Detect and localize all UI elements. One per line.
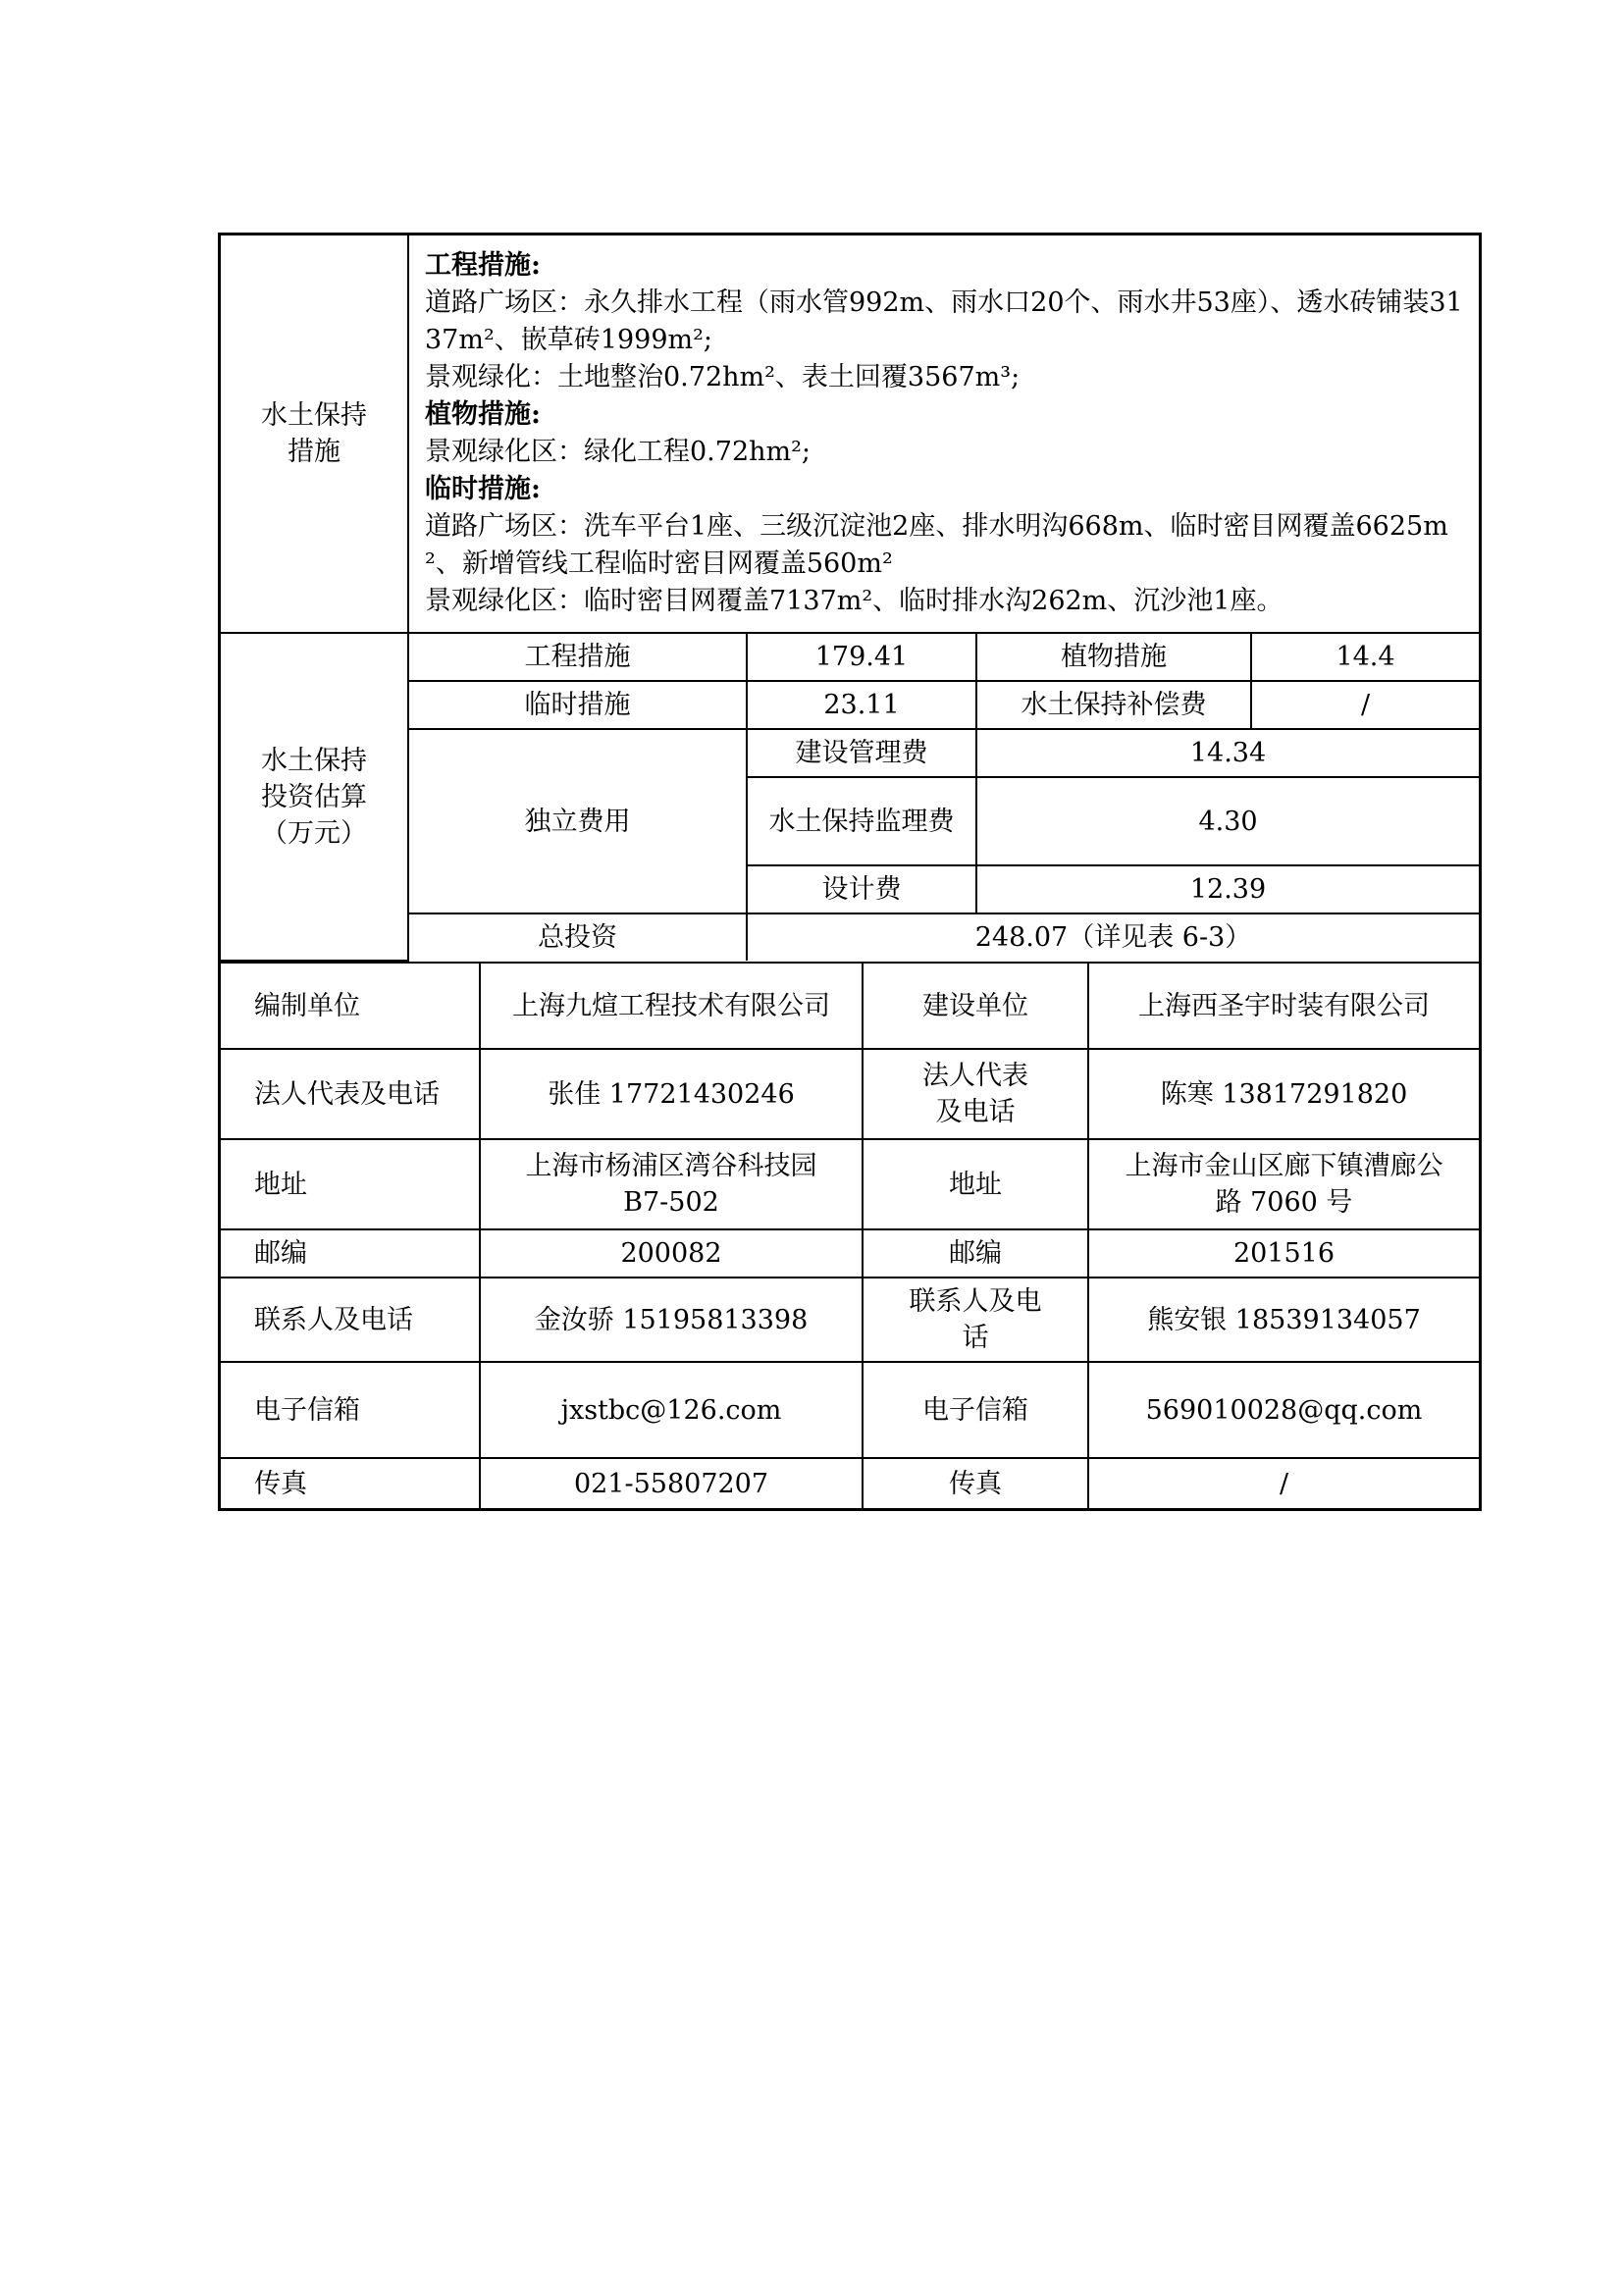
engineering-cost-label: 工程措施 [408,633,747,681]
compiler-address-line1: 上海市杨浦区湾谷科技园 [525,1151,817,1181]
email-label: 电子信箱 [221,1362,480,1458]
measures-content [408,235,1479,632]
builder-email: 569010028@qq.com [1088,1362,1479,1458]
engineering-measures-line: 道路广场区：永久排水工程（雨水管992m、雨水口20个、雨水井53座）、透水砖铺装3137m²、嵌草砖1999m²; [425,287,1463,355]
measures-label-line2: 措施 [288,437,341,467]
builder-contact-person-label-line1: 联系人及电 [909,1286,1042,1317]
compensation-fee-value: / [1251,681,1479,729]
postcode-label: 邮编 [221,1229,480,1278]
builder-value: 上海西圣宇时装有限公司 [1088,963,1479,1049]
builder-address-line1: 上海市金山区廊下镇漕廊公 [1125,1151,1443,1181]
plant-measures-heading: 植物措施: [425,399,541,430]
builder-legal-rep-label-line1: 法人代表 [922,1061,1028,1091]
supervision-fee-value: 4.30 [976,777,1479,865]
builder-address [1088,1139,1479,1229]
builder-contact-person-label-line2: 话 [962,1323,989,1353]
compiler-address [480,1139,863,1229]
legal-rep-label: 法人代表及电话 [221,1049,480,1139]
management-fee-label: 建设管理费 [747,729,976,777]
address-label: 地址 [221,1139,480,1229]
investment-label [221,633,408,961]
total-investment-label: 总投资 [408,913,747,961]
management-fee-value: 14.34 [976,729,1479,777]
legal-rep-value: 张佳 17721430246 [480,1049,863,1139]
contact-person-label: 联系人及电话 [221,1278,480,1362]
total-investment-value: 248.07（详见表 6-3） [747,913,1479,961]
compiler-label: 编制单位 [221,963,480,1049]
temporary-measures-line: 景观绿化区：临时密目网覆盖7137m²、临时排水沟262m、沉沙池1座。 [425,586,1283,616]
builder-fax: / [1088,1458,1479,1508]
measures-label [221,235,408,632]
engineering-cost-value: 179.41 [747,633,976,681]
measures-section [221,235,1479,632]
temporary-cost-value: 23.11 [747,681,976,729]
fax-label: 传真 [221,1458,480,1508]
compiler-postcode: 200082 [480,1229,863,1278]
independent-cost-label: 独立费用 [408,729,747,913]
compiler-address-line2: B7-502 [623,1187,719,1218]
investment-label-line2: 投资估算 [261,781,367,812]
soil-water-conservation-table [218,233,1482,1511]
builder-postcode: 201516 [1088,1229,1479,1278]
compiler-fax: 021-55807207 [480,1458,863,1508]
design-fee-value: 12.39 [976,865,1479,913]
engineering-measures-heading: 工程措施: [425,250,541,281]
plant-measures-line: 景观绿化区：绿化工程0.72hm²; [425,437,812,467]
compiler-email: jxstbc@126.com [480,1362,863,1458]
compensation-fee-label: 水土保持补偿费 [976,681,1251,729]
builder-address-line2: 路 7060 号 [1215,1187,1353,1218]
contacts-section [221,962,1479,1508]
temporary-cost-label: 临时措施 [408,681,747,729]
investment-label-line1: 水土保持 [261,745,367,776]
plant-cost-value: 14.4 [1251,633,1479,681]
plant-cost-label: 植物措施 [976,633,1251,681]
builder-contact-person-label [863,1278,1088,1362]
builder-address-label: 地址 [863,1139,1088,1229]
investment-section [221,632,1479,962]
measures-label-line1: 水土保持 [261,400,367,431]
temporary-measures-line: 道路广场区：洗车平台1座、三级沉淀池2座、排水明沟668m、临时密目网覆盖6625m²、新增管线工程临时密目网覆盖560m² [425,511,1448,579]
builder-contact-person-value: 熊安银 18539134057 [1088,1278,1479,1362]
builder-fax-label: 传真 [863,1458,1088,1508]
builder-legal-rep-value: 陈寒 13817291820 [1088,1049,1479,1139]
temporary-measures-heading: 临时措施: [425,474,541,504]
builder-label: 建设单位 [863,963,1088,1049]
compiler-value: 上海九煊工程技术有限公司 [480,963,863,1049]
builder-postcode-label: 邮编 [863,1229,1088,1278]
investment-label-line3: （万元） [261,817,367,849]
contact-person-value: 金汝骄 15195813398 [480,1278,863,1362]
builder-legal-rep-label [863,1049,1088,1139]
engineering-measures-line: 景观绿化：土地整治0.72hm²、表土回覆3567m³; [425,362,1021,392]
builder-legal-rep-label-line2: 及电话 [935,1097,1016,1127]
supervision-fee-label: 水土保持监理费 [747,777,976,865]
builder-email-label: 电子信箱 [863,1362,1088,1458]
design-fee-label: 设计费 [747,865,976,913]
